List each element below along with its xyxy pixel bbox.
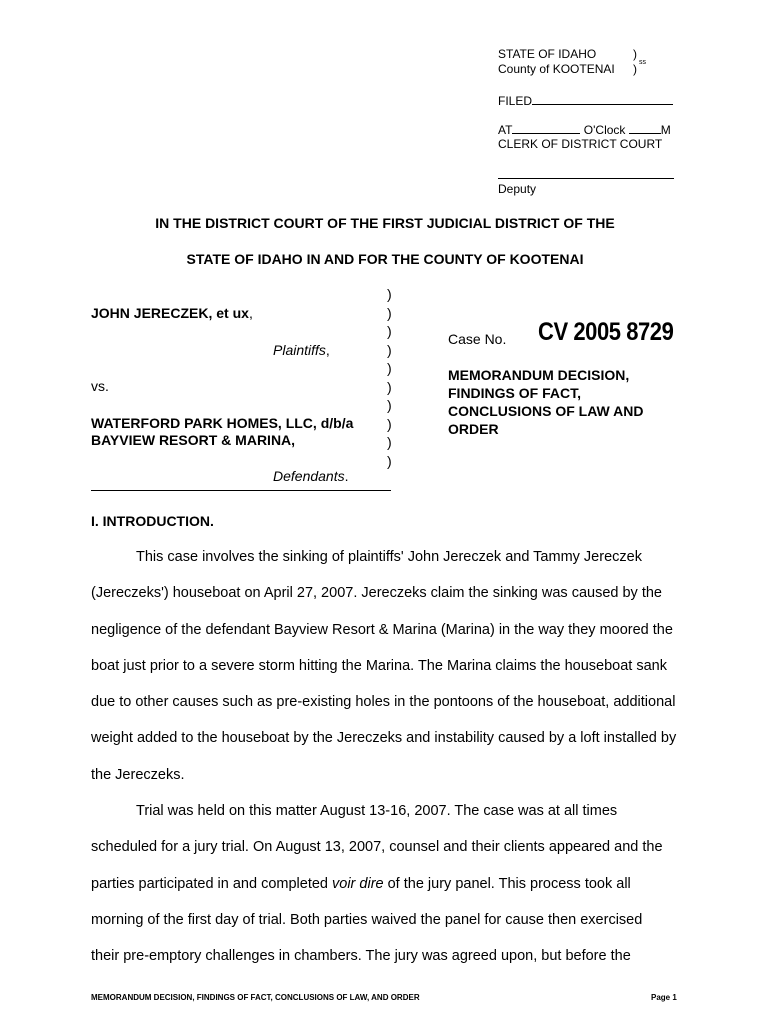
- body-line: weight added to the houseboat by the Jereczeks and instability caused by a loft installed by: [91, 730, 677, 747]
- document-title: [448, 366, 643, 438]
- paren: ): [387, 415, 392, 432]
- defendants-period: .: [344, 468, 349, 484]
- stamp-filed-row: [498, 93, 673, 108]
- footer-title: MEMORANDUM DECISION, FINDINGS OF FACT, CONCLUSIONS OF LAW, AND ORDER: [91, 993, 420, 1002]
- paren: ): [387, 304, 392, 321]
- plaintiffs-comma: ,: [325, 342, 330, 358]
- document-title-line: MEMORANDUM DECISION,: [448, 367, 630, 383]
- deputy-signature-line: [498, 178, 674, 179]
- filed-blank: [532, 93, 673, 105]
- body-line: scheduled for a jury trial. On August 13, 2007, counsel and their clients appeared and the: [91, 839, 663, 856]
- defendants-label-row: [273, 467, 349, 485]
- stamp-filed: FILED: [498, 94, 533, 108]
- body-line: This case involves the sinking of plaintiffs' John Jereczek and Tammy Jereczek: [136, 549, 642, 565]
- stamp-paren-ss: ): [633, 62, 637, 76]
- versus: vs.: [91, 378, 109, 394]
- stamp-ss: ss: [639, 59, 646, 66]
- stamp-oclock: O'Clock: [583, 123, 626, 137]
- plaintiff-comma: ,: [248, 305, 253, 321]
- plaintiffs-label-row: [273, 341, 330, 359]
- paren: ): [387, 286, 392, 302]
- case-no-label: Case No.: [448, 331, 507, 347]
- page-number: Page 1: [651, 993, 677, 1002]
- document-title-line: ORDER: [448, 421, 499, 437]
- paren: ): [387, 341, 392, 358]
- body-line: their pre-emptory challenges in chambers. The jury was agreed upon, but before the: [91, 948, 631, 965]
- body-text: [91, 539, 691, 975]
- paren: ): [387, 434, 392, 450]
- stamp-paren: ): [633, 47, 637, 61]
- paren: ): [387, 452, 392, 469]
- paren: ): [387, 397, 392, 413]
- stamp-at: AT: [498, 123, 513, 137]
- paren: ): [387, 323, 392, 339]
- m-blank: [629, 122, 661, 134]
- stamp-state: STATE OF IDAHO: [498, 47, 597, 61]
- stamp-clerk: CLERK OF DISTRICT COURT: [498, 137, 663, 151]
- body-line: Trial was held on this matter August 13-16, 2007. The case was at all times: [136, 803, 618, 820]
- body-line: boat just prior to a severe storm hitting the Marina. The Marina claims the houseboat sank: [91, 657, 667, 674]
- stamp-m: M: [660, 123, 671, 137]
- paren: ): [387, 360, 392, 376]
- body-line: (Jereczeks') houseboat on April 27, 2007. Jereczeks claim the sinking was caused by the: [91, 585, 662, 602]
- stamp-county: County of KOOTENAI: [498, 62, 615, 76]
- document-title-line: FINDINGS OF FACT,: [448, 385, 581, 401]
- body-line-tail: of the jury panel. This process took all: [383, 875, 631, 892]
- caption-underline: [91, 490, 391, 491]
- body-line: due to other causes such as pre-existing holes in the pontoons of the houseboat, additional: [91, 694, 676, 711]
- at-blank: [512, 122, 580, 134]
- body-line: negligence of the defendant Bayview Resort & Marina (Marina) in the way they moored the: [91, 621, 673, 638]
- defendant-name-line2: BAYVIEW RESORT & MARINA,: [91, 432, 296, 448]
- document-title-line: CONCLUSIONS OF LAW AND: [448, 403, 644, 419]
- section-heading: I. INTRODUCTION.: [91, 513, 214, 529]
- body-line: [91, 866, 691, 902]
- case-number: CV 2005 8729: [538, 318, 674, 346]
- plaintiffs-label: Plaintiffs: [273, 342, 326, 358]
- body-line: morning of the first day of trial. Both parties waived the panel for cause then exercised: [91, 911, 643, 928]
- court-heading-line1: IN THE DISTRICT COURT OF THE FIRST JUDICIAL DISTRICT OF THE: [155, 215, 615, 231]
- caption-parens: [387, 285, 392, 470]
- body-line: the Jereczeks.: [91, 766, 185, 783]
- body-line-text: parties participated in and completed: [91, 875, 333, 892]
- defendants-label: Defendants: [273, 468, 345, 484]
- voir-dire-term: voir dire: [332, 875, 384, 892]
- stamp-at-row: [498, 122, 671, 137]
- defendant-name-line1: WATERFORD PARK HOMES, LLC, d/b/a: [91, 415, 354, 431]
- plaintiff-name-row: [91, 304, 253, 322]
- stamp-deputy: Deputy: [498, 182, 537, 196]
- court-heading-line2: STATE OF IDAHO IN AND FOR THE COUNTY OF KOOTENAI: [186, 251, 584, 267]
- paren: ): [387, 378, 392, 395]
- plaintiff-name: JOHN JERECZEK, et ux: [91, 305, 249, 321]
